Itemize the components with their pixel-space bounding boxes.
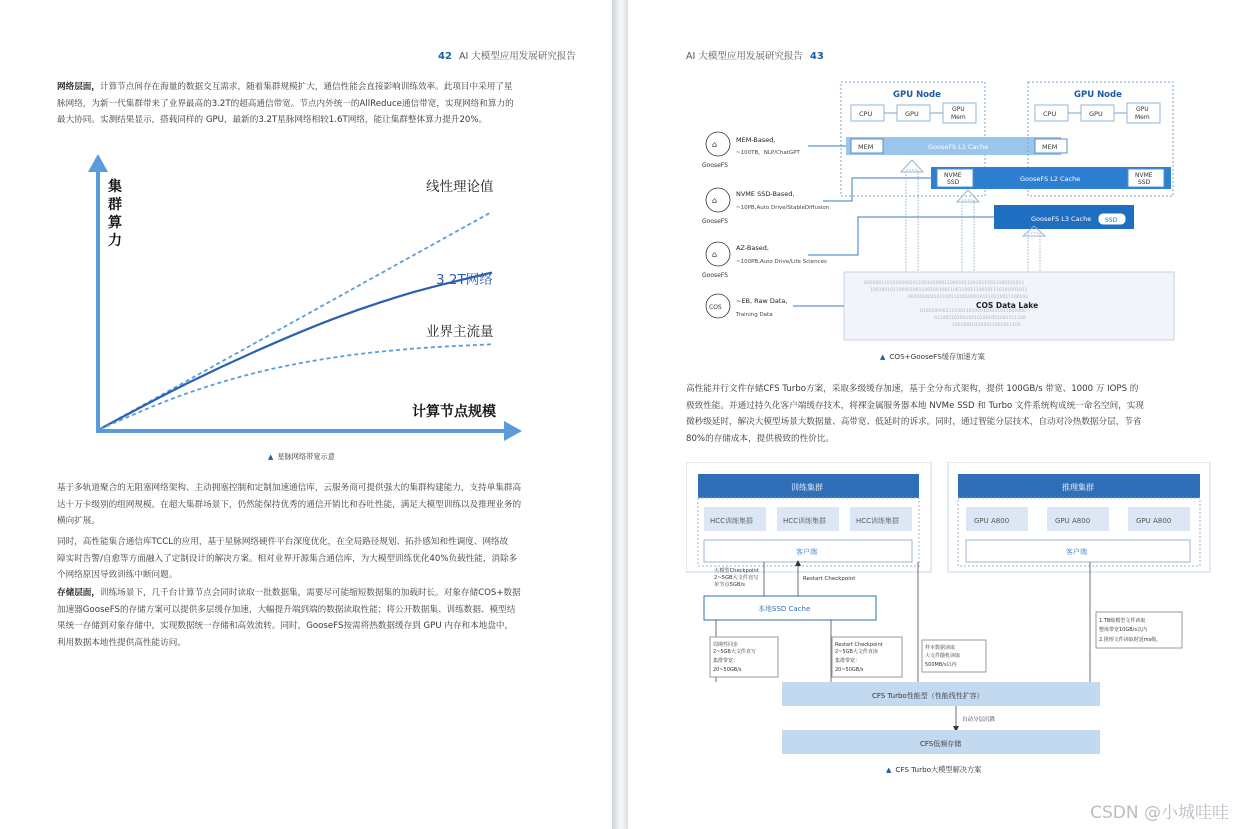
tier-az xyxy=(702,217,994,279)
scaling-chart xyxy=(80,150,540,450)
goosefs-icon xyxy=(706,242,730,266)
svg-text:集群带宽：: 集群带宽： xyxy=(835,658,861,664)
para-line: 脉网络，为新一代集群带来了业界最高的3.2T的超高通信带宽。节点内外统一的AllReduce通信带宽，实现网络和算力的 xyxy=(57,98,514,109)
svg-text:整体带宽10GB/s以内: 整体带宽10GB/s以内 xyxy=(1099,627,1147,633)
left-page-header xyxy=(438,48,576,62)
gpu-mem-label: Mem xyxy=(1135,114,1150,121)
ckpt-note xyxy=(714,566,759,588)
book-spine xyxy=(612,0,628,829)
para-line: 个网络原因导致训练中断问题。 xyxy=(57,570,178,580)
left-page xyxy=(0,0,612,829)
infer-cluster-title: 推理集群 xyxy=(1062,483,1094,492)
hcc-label: HCC训练集群 xyxy=(710,517,754,525)
tier-detail: Training Data xyxy=(736,312,773,318)
l2-label: GooseFS L2 Cache xyxy=(1020,175,1081,183)
goosefs-label: GooseFS xyxy=(702,272,728,279)
legend-linear: 线性理论值 xyxy=(426,179,494,195)
mem-label: MEM xyxy=(858,143,874,151)
cfs-turbo-diagram xyxy=(686,462,1226,762)
caption-triangle-icon: ▲ xyxy=(268,453,274,461)
tier-title: NVME SSD-Based, xyxy=(736,190,795,198)
gpu-a800-label: GPU A800 xyxy=(1055,517,1091,525)
svg-text:集群带宽：: 集群带宽： xyxy=(713,658,739,664)
svg-text:2~5GB大文件直读: 2~5GB大文件直读 xyxy=(835,649,878,655)
para-line: 加速器GooseFS的存储方案可以提供多层缓存加速，大幅提升端到端的数据读取性能；将公开数据集、训练数据、模型结 xyxy=(57,604,516,615)
y-axis-arrow xyxy=(88,154,108,172)
binary-text: 100100101001011001011101 xyxy=(952,323,1021,328)
gpu-mem-label: GPU xyxy=(952,106,965,113)
binary-text: 0100100001111001101000101111011001000 xyxy=(920,309,1026,314)
ssd-label: SSD xyxy=(1105,217,1118,224)
cfs-paragraph xyxy=(686,381,1216,447)
para-line: 高性能并行文件存储CFS Turbo方案，采取多级缓存加速，基于全分布式架构，提供 100GB/s 带宽、1000 万 IOPS 的 xyxy=(686,384,1139,394)
y-axis-label xyxy=(108,178,122,249)
goosefs-icon xyxy=(706,132,730,156)
gpu-a800-label: GPU A800 xyxy=(1136,517,1172,525)
x-axis-label: 计算节点规模 xyxy=(412,404,496,420)
tccl-paragraph xyxy=(57,534,557,584)
para-line: 极致性能。并通过持久化客户端缓存技术，将裸金属服务器本地 NVMe SSD 和 Turbo 文件系统构成统一命名空间，实现 xyxy=(686,400,1144,411)
chart-caption: ▲ 星脉网络带宽示意 xyxy=(268,452,335,461)
svg-text:2~5GB大文件直写: 2~5GB大文件直写 xyxy=(713,649,756,655)
report-title: AI 大模型应用发展研究报告 xyxy=(686,51,803,62)
gpu-node-title: GPU Node xyxy=(893,90,941,100)
gpu-a800-label: GPU A800 xyxy=(974,517,1010,525)
right-page-header xyxy=(686,48,824,62)
tier-title: AZ-Based, xyxy=(736,244,769,252)
y-axis-label-char: 集 xyxy=(108,179,122,195)
auto-tier-label: 自动分层沉降 xyxy=(962,717,996,723)
para-line: 训练场景下，几千台计算节点会同时读取一批数据集，需要尽可能缩短数据集的加载时长。对象存储COS+数据 xyxy=(99,588,521,598)
para-line: 同时，高性能集合通信库TCCL的应用，基于星脉网络硬件平台深度优化，在全局路径规划、拓扑感知和性调度、网络故 xyxy=(57,537,509,547)
goosefs-label: GooseFS xyxy=(702,218,728,225)
y-axis-label-char: 算 xyxy=(108,215,122,231)
gpu-label: GPU xyxy=(905,110,919,118)
storage-paragraph xyxy=(57,585,557,651)
goosefs-cache-diagram xyxy=(698,78,1238,348)
para-line: 达十万卡级别的组网规模。在超大集群场景下，仍然能保持优秀的通信开销比和吞吐性能，满足大模型训练以及推理业务的 xyxy=(57,499,522,510)
connector xyxy=(808,217,994,255)
nvme-label: SSD xyxy=(947,179,960,186)
goosefs-icon xyxy=(706,188,730,212)
goosefs-label: GooseFS xyxy=(702,162,728,169)
svg-text:周期性同步: 周期性同步 xyxy=(713,642,739,648)
binary-text: 00010011010100001011001010001100010111010110011100101011 xyxy=(864,281,1025,286)
binary-text: 001001001101100110101000101110110011100101 xyxy=(908,295,1029,300)
tier-detail: ~100TB，NLP/ChatGPT xyxy=(736,150,800,156)
cfs-turbo-label: CFS Turbo性能型（性能线性扩容） xyxy=(872,692,984,700)
svg-text:Restart Checkpoint: Restart Checkpoint xyxy=(835,642,883,648)
gpu-label: GPU xyxy=(1089,110,1103,118)
svg-text:单节点5GB/s: 单节点5GB/s xyxy=(714,582,745,588)
data-pipe xyxy=(1028,233,1040,278)
y-axis-label-char: 力 xyxy=(108,233,122,249)
svg-text:1.TB级模型文件读取: 1.TB级模型文件读取 xyxy=(1099,618,1146,624)
cos-data-lake-title: COS Data Lake xyxy=(976,301,1039,310)
client-label: 客户端 xyxy=(1066,548,1087,556)
cluster-paragraph xyxy=(57,480,557,530)
para-line: 最大协同。实测结果显示，搭载同样的 GPU，最新的3.2T星脉网络相较1.6T网络，能让集群整体算力提升20%。 xyxy=(57,115,488,125)
diagram1-caption: ▲ COS+GooseFS缓存加速方案 xyxy=(880,352,985,361)
nvme-label: NVME xyxy=(1135,172,1153,179)
right-page xyxy=(628,0,1239,829)
tier-title: ~EB, Raw Data, xyxy=(736,297,788,305)
tier-detail: ~100PB,Auto Drive/Life Sciences xyxy=(736,259,827,265)
legend-mainstream: 业界主流量 xyxy=(426,324,494,340)
storage-lead: 存储层面， xyxy=(57,588,100,598)
para-line: 果统一存储到对象存储中，实现数据统一存储和高效流转。同时，GooseFS按需将热数据缓存到 GPU 内存和本地盘中， xyxy=(57,621,514,631)
svg-text:大模型Checkpoint: 大模型Checkpoint xyxy=(714,568,759,574)
hcc-label: HCC训练集群 xyxy=(783,517,827,525)
para-line: 基于多轨道聚合的无阻塞网络架构、主动拥塞控制和定制加速通信库，云服务商可提供强大的集群构建能力，支持单集群高 xyxy=(57,483,522,493)
svg-text:⌂: ⌂ xyxy=(712,250,718,259)
page-number: 43 xyxy=(809,51,824,62)
svg-text:500MB/s以内: 500MB/s以内 xyxy=(925,662,957,668)
svg-text:⌂: ⌂ xyxy=(712,196,718,205)
para-line: 计算节点间存在海量的数据交互需求，随着集群规模扩大，通信性能会直接影响训练效率。此项目中采用了星 xyxy=(99,82,513,92)
x-axis-arrow xyxy=(504,421,522,441)
tier-mem xyxy=(702,132,846,169)
local-ssd-cache-label: 本地SSD Cache xyxy=(758,605,811,613)
hcc-label: HCC训练集群 xyxy=(856,517,900,525)
svg-text:样本数据读取: 样本数据读取 xyxy=(925,645,956,651)
legend-3-2t: 3.2T网络 xyxy=(436,272,493,288)
y-axis-label-char: 群 xyxy=(108,197,122,213)
svg-text:2~5GB大文件直写: 2~5GB大文件直写 xyxy=(714,575,759,581)
tier-title: MEM-Based, xyxy=(736,136,776,144)
caption-triangle-icon: ▲ xyxy=(880,353,886,361)
binary-text: 1001001011000010011001001001100110011100101110101001011 xyxy=(870,288,1028,293)
mem-label: MEM xyxy=(1042,143,1058,151)
cpu-label: CPU xyxy=(859,110,873,118)
gpu-node-title: GPU Node xyxy=(1074,90,1122,100)
train-cluster-title: 训练集群 xyxy=(791,483,823,492)
l3-label: GooseFS L3 Cache xyxy=(1031,215,1092,223)
para-line: 80%的存储成本，提供极致的性价比。 xyxy=(686,433,835,444)
binary-text: 01100110100100101001001001111100 xyxy=(934,316,1026,321)
cpu-label: CPU xyxy=(1043,110,1057,118)
svg-text:2.推理文件读取时延ms级。: 2.推理文件读取时延ms级。 xyxy=(1099,637,1162,643)
network-paragraph xyxy=(57,79,557,129)
diagram2-caption: ▲ CFS Turbo大模型解决方案 xyxy=(886,765,982,774)
watermark: CSDN @小城哇哇 xyxy=(1090,803,1229,823)
nvme-label: NVME xyxy=(944,172,962,179)
gpu-mem-label: GPU xyxy=(1136,106,1149,113)
para-line: 利用数据本地性提供高性能访问。 xyxy=(57,637,186,648)
caption-triangle-icon: ▲ xyxy=(886,766,892,774)
svg-text:20~50GB/s: 20~50GB/s xyxy=(713,667,742,673)
data-pipe xyxy=(962,200,974,278)
report-title: AI 大模型应用发展研究报告 xyxy=(458,51,576,62)
restart-label: Restart Checkpoint xyxy=(803,576,856,582)
svg-text:大文件随机读取: 大文件随机读取 xyxy=(925,653,961,659)
sample-note xyxy=(925,644,960,668)
svg-text:⌂: ⌂ xyxy=(712,140,718,149)
nvme-label: SSD xyxy=(1138,179,1151,186)
network-lead: 网络层面， xyxy=(57,82,100,92)
series-line-0 xyxy=(100,212,492,429)
l1-label: GooseFS L1 Cache xyxy=(928,143,989,151)
client-label: 客户端 xyxy=(796,548,817,556)
svg-text:20~50GB/s: 20~50GB/s xyxy=(835,667,864,673)
gpu-mem-label: Mem xyxy=(951,114,966,121)
cos-label: COS xyxy=(709,304,722,311)
page-number: 42 xyxy=(438,51,452,62)
para-line: 微秒级延时，解决大模型场景大数据量、高带宽、低延时的诉求。同时，通过智能分层技术，自动对冷热数据分层，节省 xyxy=(686,417,1142,427)
para-line: 横向扩展。 xyxy=(57,516,100,526)
tier-detail: ~10PB,Auto Drive/StableDiffusion xyxy=(736,205,830,211)
tier-cos xyxy=(706,294,844,318)
para-line: 障实时告警/自愈等方面融入了定制设计的解决方案。相对业界开源集合通信库，为大模型训练优化40%负载性能，消除多 xyxy=(57,553,518,564)
cfs-low-label: CFS低频存储 xyxy=(920,740,962,748)
